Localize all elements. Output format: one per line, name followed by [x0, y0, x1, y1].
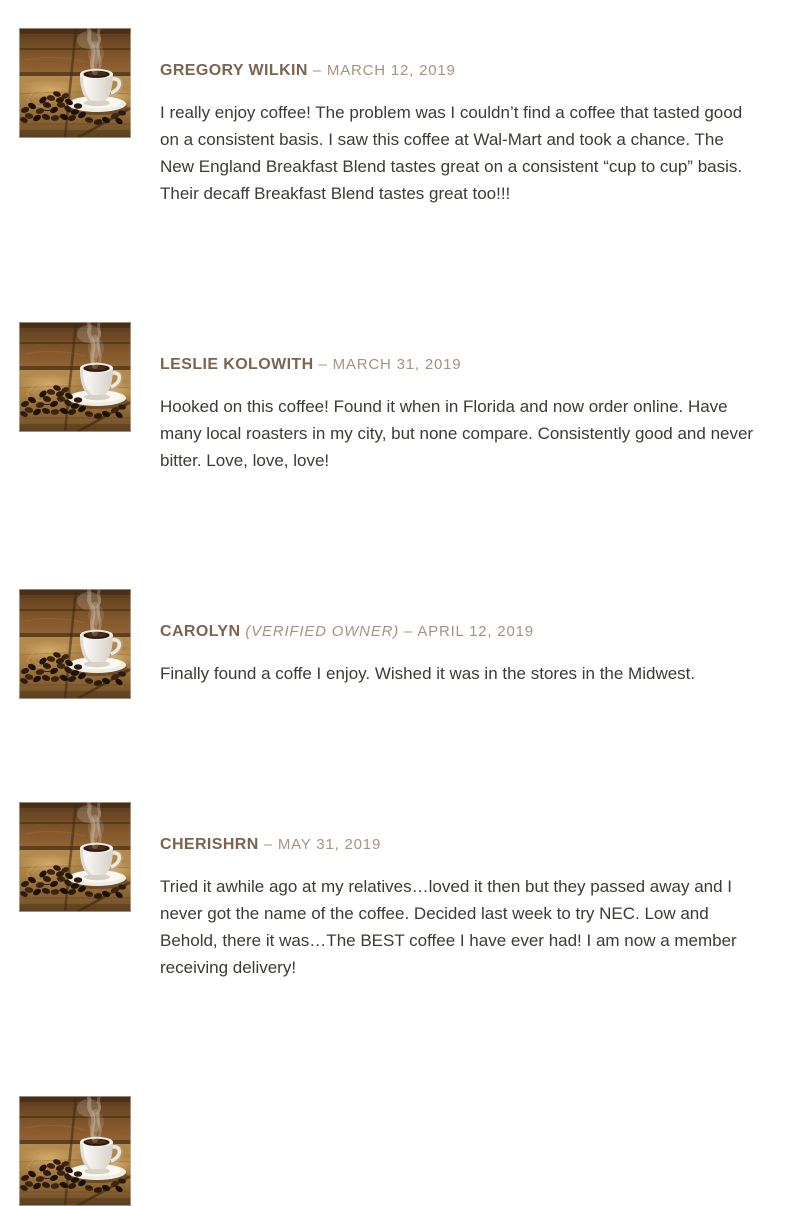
meta-separator: – — [404, 623, 414, 640]
review-date: MARCH 31, 2019 — [332, 356, 462, 373]
verified-owner-badge: (VERIFIED OWNER) — [245, 623, 400, 640]
review-item — [0, 589, 785, 687]
reviewer-avatar-coffee-photo — [19, 322, 131, 432]
review-item-partial — [0, 1096, 785, 1206]
reviewer-name: GREGORY WILKIN — [160, 62, 308, 79]
meta-separator: – — [312, 62, 322, 79]
review-text: I really enjoy coffee! The problem was I couldn’t find a coffee that tasted good on a consistent basis. I saw this coffee at Wal-Mart and took a chance. The New England Breakfast Blend tastes great on a consistent “cup to cup” basis. Their decaff Breakfast Blend tastes great too!!! — [160, 103, 743, 203]
reviewer-name: CHERISHRN — [160, 836, 259, 853]
review-meta — [160, 28, 755, 81]
review-text: Finally found a coffe I enjoy. Wished it was in the stores in the Midwest. — [160, 664, 696, 683]
review-meta — [160, 322, 755, 375]
reviewer-name: LESLIE KOLOWITH — [160, 356, 314, 373]
meta-separator: – — [263, 836, 273, 853]
review-text: Tried it awhile ago at my relatives…loved it then but they passed away and I never got the name of the coffee. Decided last week to try NEC. Low and Behold, there it was…The BEST coffee I have ever had! I am now a member receiving delivery! — [160, 877, 737, 977]
review-date: MAY 31, 2019 — [277, 836, 382, 853]
reviewer-avatar-coffee-photo — [19, 802, 131, 912]
review-meta — [160, 802, 755, 855]
meta-separator: – — [318, 356, 328, 373]
reviewer-avatar-coffee-photo — [19, 1096, 131, 1206]
review-date: APRIL 12, 2019 — [417, 623, 534, 640]
reviewer-avatar-coffee-photo — [19, 589, 131, 699]
reviewer-name: CAROLYN — [160, 623, 241, 640]
reviewer-avatar-coffee-photo — [19, 28, 131, 138]
review-text: Hooked on this coffee! Found it when in Florida and now order online. Have many local roasters in my city, but none compare. Consistently good and never bitter. Love, love, love! — [160, 397, 754, 470]
review-item — [0, 322, 785, 474]
review-meta — [160, 589, 755, 642]
review-item — [0, 28, 785, 207]
review-item — [0, 802, 785, 981]
review-date: MARCH 12, 2019 — [326, 62, 456, 79]
